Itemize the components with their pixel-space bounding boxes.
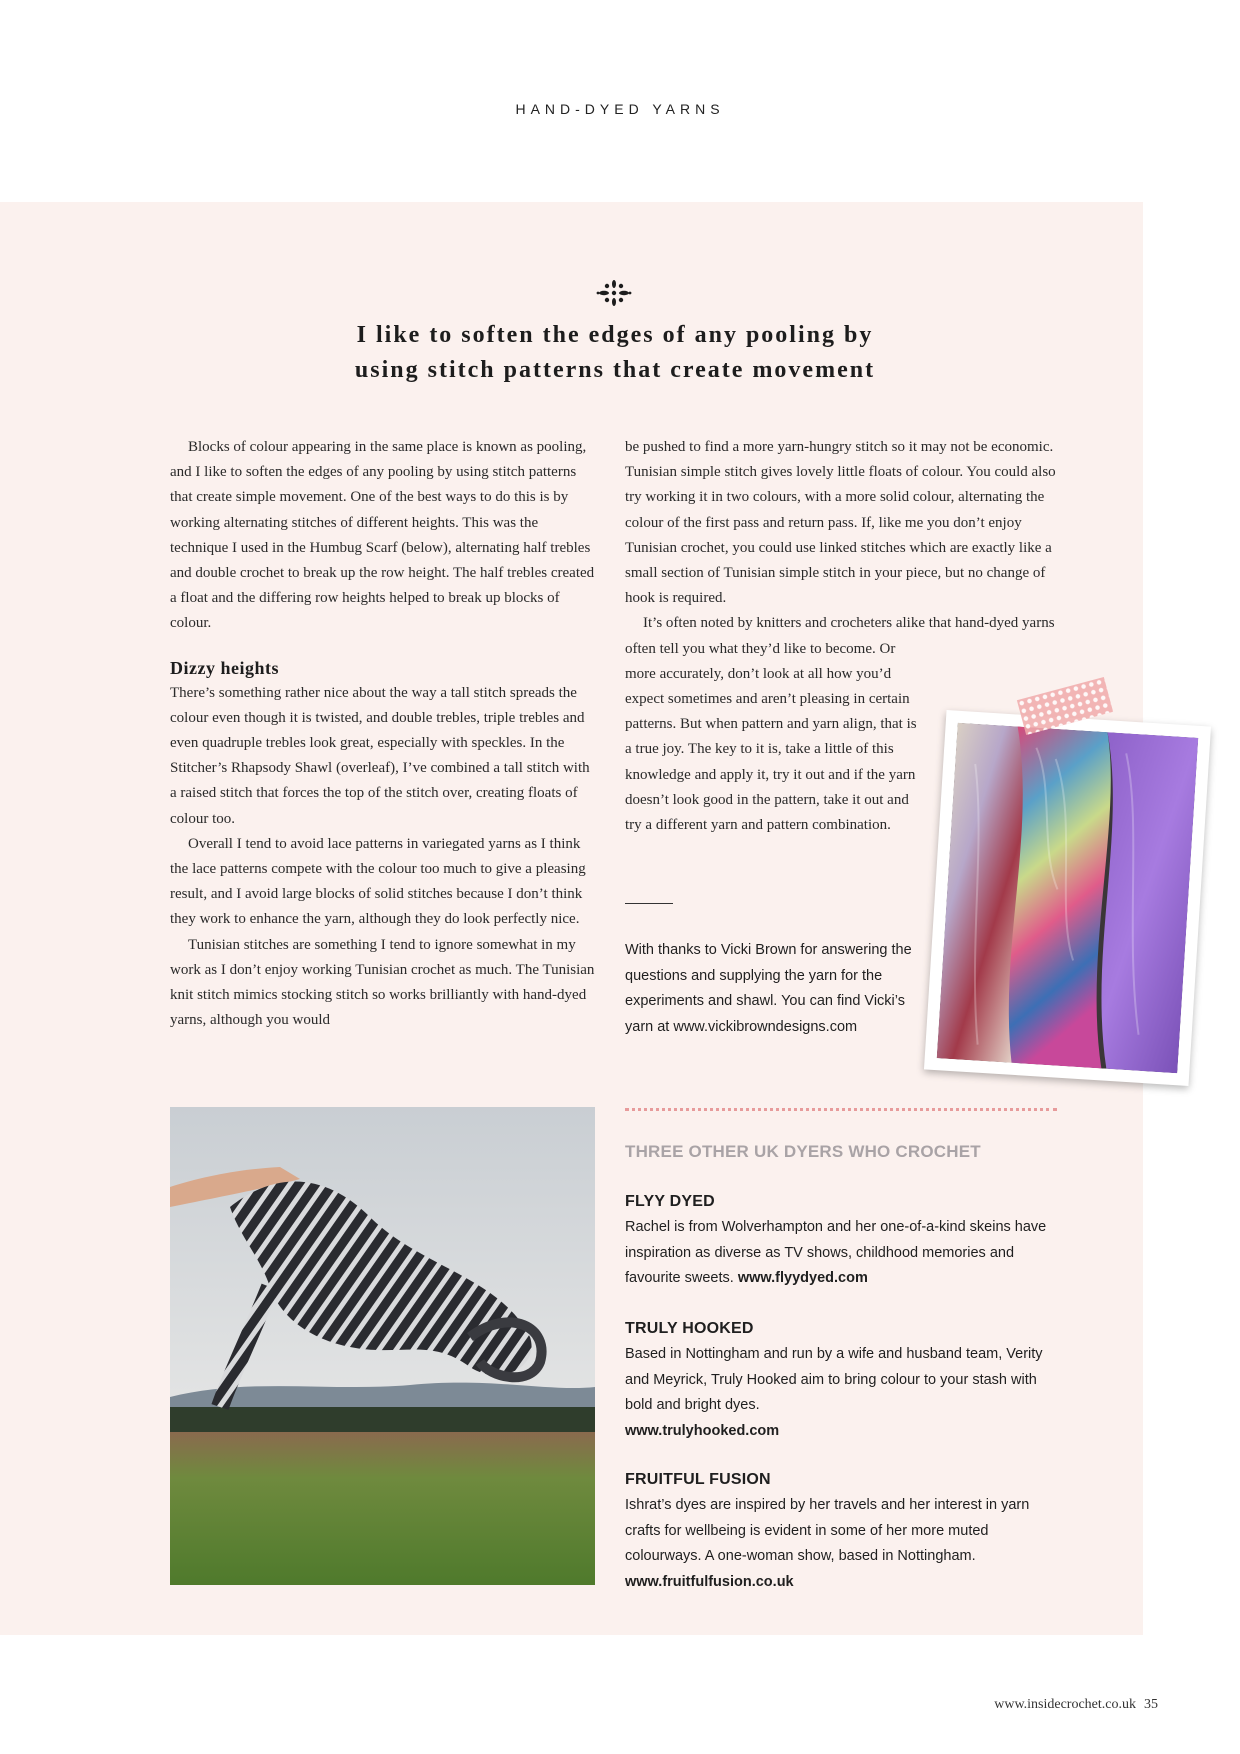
yarn-skeins-photo [924, 710, 1211, 1086]
article-paragraph: It’s often noted by knitters and crocheters alike that hand-dyed yarns often tell you what they’d like to become. Or [625, 615, 1055, 657]
article-paragraph: Tunisian stitches are something I tend to ignore somewhat in my work as I don’t enjoy working Tunisian crochet as much. The Tunisian knit stitch mimics stocking stitch so works brilliantly with hand-dyed yarns, although you would [170, 936, 595, 1029]
dyer-entry-fruitful-fusion [625, 1469, 1065, 1595]
article-paragraph: be pushed to find a more yarn-hungry stitch so it may not be economic. Tunisian simple stitch gives lovely little floats of colour. You could also try working it in two colours, with a more solid colour, alternating the colour of the first pass and return pass. If, like me you don’t enjoy Tunisian crochet, you could use linked stitches which are exactly like a small section of Tunisian simple stitch in your piece, but no change of hook is required. [625, 439, 1056, 607]
dyer-text: Ishrat’s dyes are inspired by her travels and her interest in yarn crafts for wellbeing is evident in some of her more muted colourways. A one-woman show, based in Nottingham. [625, 1497, 1030, 1564]
footer-website: www.insidecrochet.co.uk [994, 1697, 1136, 1712]
dyer-url-link[interactable]: www.fruitfulfusion.co.uk [625, 1573, 794, 1590]
dyer-text: Based in Nottingham and run by a wife and husband team, Verity and Meyrick, Truly Hooked aim to bring colour to your stash with bold and bright dyes. [625, 1346, 1043, 1413]
floral-ornament-icon [596, 278, 632, 308]
yarn-skeins-illustration [937, 723, 1199, 1073]
dotted-divider [625, 1108, 1057, 1111]
dyer-text: Rachel is from Wolverhampton and her one-of-a-kind skeins have inspiration as diverse as TV shows, childhood memories and favourite sweets. [625, 1219, 1047, 1286]
credits-text: With thanks to Vicki Brown for answering the questions and supplying the yarn for the experiments and shawl. You can find Vicki’s yarn at www.vickibrowndesigns.com [625, 942, 912, 1035]
article-paragraph: Overall I tend to avoid lace patterns in variegated yarns as I think the lace patterns compete with the colour too much to give a pleasing result, and I avoid large blocks of solid stitches because I don’t think they work to enhance the yarn, although they do look perfectly nice. [170, 835, 586, 928]
page-number: 35 [1144, 1697, 1158, 1712]
dyer-entry-truly-hooked [625, 1318, 1065, 1444]
article-paragraph: Blocks of colour appearing in the same place is known as pooling, and I like to soften the edges of any pooling by using stitch patterns that create simple movement. One of the best ways to do this is by working alternating stitches of different heights. This was the technique I used in the Humbug Scarf (below), alternating half trebles and double crochet to break up the row height. The half trebles created a float and the differing row heights helped to break up blocks of colour. [170, 439, 595, 632]
dyer-description [625, 1215, 1065, 1292]
dyer-url-link[interactable]: www.flyydyed.com [737, 1270, 868, 1286]
dyer-description [625, 1493, 1065, 1595]
article-paragraph: more accurately, don’t look at all how you’d expect sometimes and aren’t pleasing in certain patterns. But when pattern and yarn align, that is a true joy. The key to it is, take a little of this knowledge and apply it, try it out and if the yarn doesn’t look good in the pattern, take it out and try a different yarn and pattern combination. [625, 665, 917, 834]
dyer-description [625, 1342, 1065, 1444]
dyer-name: FRUITFUL FUSION [625, 1471, 771, 1488]
page-footer [994, 1697, 1158, 1713]
sidebar-title: THREE OTHER UK DYERS WHO CROCHET [625, 1142, 981, 1161]
subheading-dizzy-heights: Dizzy heights [170, 657, 279, 678]
dyer-url-link[interactable]: www.trulyhooked.com [625, 1422, 780, 1439]
dyer-name: FLYY DYED [625, 1193, 715, 1210]
pull-quote [200, 318, 1030, 388]
dyer-name: TRULY HOOKED [625, 1320, 754, 1337]
pull-quote-line: I like to soften the edges of any pooling by [356, 322, 874, 348]
pull-quote-line: using stitch patterns that create movement [354, 357, 876, 383]
article-column-left [170, 435, 600, 1033]
shawl-illustration [170, 1107, 595, 1585]
shawl-landscape-photo [170, 1107, 595, 1585]
dyer-entry-flyy-dyed [625, 1191, 1065, 1292]
article-paragraph: There’s something rather nice about the way a tall stitch spreads the colour even though it is twisted, and double trebles, triple trebles and even quadruple trebles look great, especially with speckles. In the Stitcher’s Rhapsody Shawl (overleaf), I’ve combined a tall stitch with a raised stitch that forces the top of the stitch over, creating floats of colour too. [170, 684, 590, 827]
section-label: HAND-DYED YARNS [515, 101, 725, 117]
end-rule-divider [625, 903, 673, 904]
